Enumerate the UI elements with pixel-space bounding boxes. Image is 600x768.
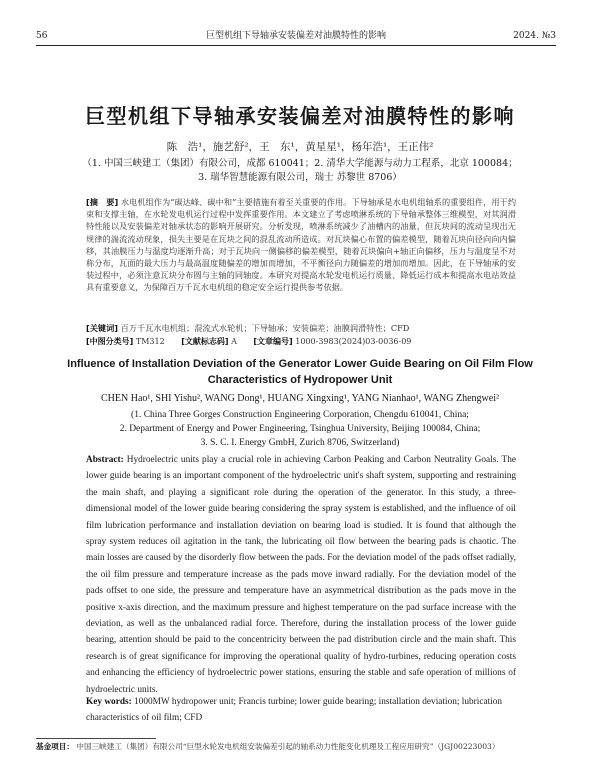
keywords-en-label: Key words: <box>86 697 132 707</box>
affiliation-cn-line: 3. 瑞华智慧能源有限公司，瑞士 苏黎世 8706） <box>198 172 402 183</box>
articleno-value: 1000-3983(2024)03-0036-09 <box>295 337 412 346</box>
authors-en: CHEN Hao¹, SHI Yishu², WANG Dong¹, HUANG Xingxing¹, YANG Nianhao¹, WANG Zhengwei² <box>101 393 499 404</box>
running-header <box>36 28 556 44</box>
year-issue: 2024. №3 <box>513 31 556 41</box>
doccode-label: [文献标志码] <box>181 337 229 346</box>
keywords-en <box>86 694 516 727</box>
affiliation-en-line: (1. China Three Gorges Construction Engineering Corporation, Chengdu 610041, China; <box>131 410 469 420</box>
affiliation-en-line: 2. Department of Energy and Power Engineering, Tsinghua University, Beijing 100084, China; <box>119 424 481 434</box>
keywords-cn-text: 百万千瓦水电机组；混流式水轮机；下导轴承；安装偏差；油膜润滑特性；CFD <box>120 323 410 333</box>
abstract-cn-label: [摘 要] <box>86 197 119 207</box>
paper-title-cn: 巨型机组下导轴承安装偏差对油膜特性的影响 <box>85 104 515 128</box>
affiliation-cn-line: （1. 中国三峡建工（集团）有限公司，成都 610041；2. 清华大学能源与动力工程系，北京 100084； <box>82 158 518 169</box>
abstract-cn-text: 水电机组作为“碳达峰、碳中和”主要措施有着至关重要的作用。下导轴承是水电机组轴系的重要组件，用于约束和支撑主轴，在水轮发电机运行过程中发挥重要作用。本文建立了考虑喷淋系统的下导轴承整体三维模型，对其润滑特性能以及安装偏差对轴承状态的影响开展研究。分析发现，喷淋系统减少了油槽内的油量，但瓦块间的流动呈现出无规律的湍流流动现象，损失主要是在瓦块之间的混乱流动所造成。对瓦块偏心布置的偏差模型，随着瓦块向径向向内偏移，其油膜压力与温度均逐渐升高；对于瓦块向一侧偏移的偏差模型，随着瓦块偏向+轴正向偏移，压力与温度呈不对称分布，瓦面的最大压力与最高温度随偏差的增加而增加，不平衡径向力随偏差的增加而增加。因此，在下导轴承的安装过程中，必须注意瓦块分布圆与主轴的同轴度。本研究对提高水轮发电机运行质量、降低运行成本和提高水电站效益具有重要意义，为保障百万千瓦水电机组的稳定安全运行提供参考依据。 <box>86 197 517 293</box>
affiliations-cn <box>40 157 560 185</box>
header-rule <box>36 45 556 46</box>
keywords-cn-label: [关键词] <box>86 323 119 333</box>
classification-line <box>86 336 516 348</box>
affiliation-en-line: 3. S. C. I. Energy GmbH, Zurich 8706, Switzerland) <box>200 438 400 448</box>
abstract-en-label: Abstract: <box>86 455 124 465</box>
abstract-cn <box>86 196 516 294</box>
page-number: 56 <box>36 31 48 41</box>
fund-text: 中国三峡建工（集团）有限公司“巨型水轮发电机组安装偏差引起的轴系动力性能变化机理及工程应用研究”（JGJ00223003） <box>76 742 500 751</box>
keywords-en-text: 1000MW hydropower unit; Francis turbine; lower guide bearing; installation deviation; lubrication characteristics of oil film; CFD <box>86 697 503 724</box>
footnote-rule <box>36 738 156 739</box>
authors-cn: 陈 浩¹，施艺舒²，王 东¹，黄星星¹，杨年浩¹，王正伟² <box>166 141 434 153</box>
doccode-value: A <box>231 337 237 346</box>
keywords-cn <box>86 322 516 334</box>
abstract-en-text: Hydroelectric units play a crucial role in achieving Carbon Peaking and Carbon Neutrality Goals. The lower guide bearing is an important component of the hydroelectric unit's shaft system, supporting and restraining the main shaft, and playing a significant role during the operation of the generator. In this study, a three-dimensional model of the lower guide bearing considering the spray system is established, and the influence of oil film lubrication performance and installation deviation on bearing load is studied. It is found that although the spray system reduces oil agitation in the tank, the lubricating oil flow between the bearing pads is chaotic. The main losses are caused by the disorderly flow between the pads. For the deviation model of the pads offset radially, the oil film pressure and temperature increase as the pads move inward radially. For the deviation model of the pads offset to one side, the pressure and temperature have an asymmetrical distribution as the pads move in the positive x-axis direction, and the maximum pressure and highest temperature on the pad surface increase with the deviation, as well as the unbalanced radial force. Therefore, during the installation process of the lower guide bearing, attention should be paid to the concentricity between the pad distribution circle and the main shaft. This research is of great significance for improving the operational quality of hydro-turbines, reducing operation costs and enhancing the efficiency of hydroelectric power stations, ensuring the stable and safe operation of millions of hydroelectric units. <box>86 455 517 695</box>
fund-label: 基金项目： <box>36 742 74 751</box>
running-title: 巨型机组下导轴承安装偏差对油膜特性的影响 <box>205 31 386 41</box>
abstract-en <box>86 452 516 698</box>
paper-title-en: Influence of Installation Deviation of the Generator Lower Guide Bearing on Oil Film Flow Characteristics of Hydropower Unit <box>67 358 533 386</box>
class-label: [中图分类号] <box>86 337 134 346</box>
articleno-label: [文章编号] <box>253 337 293 346</box>
class-value: TM312 <box>135 337 165 346</box>
funding-note <box>36 741 570 753</box>
